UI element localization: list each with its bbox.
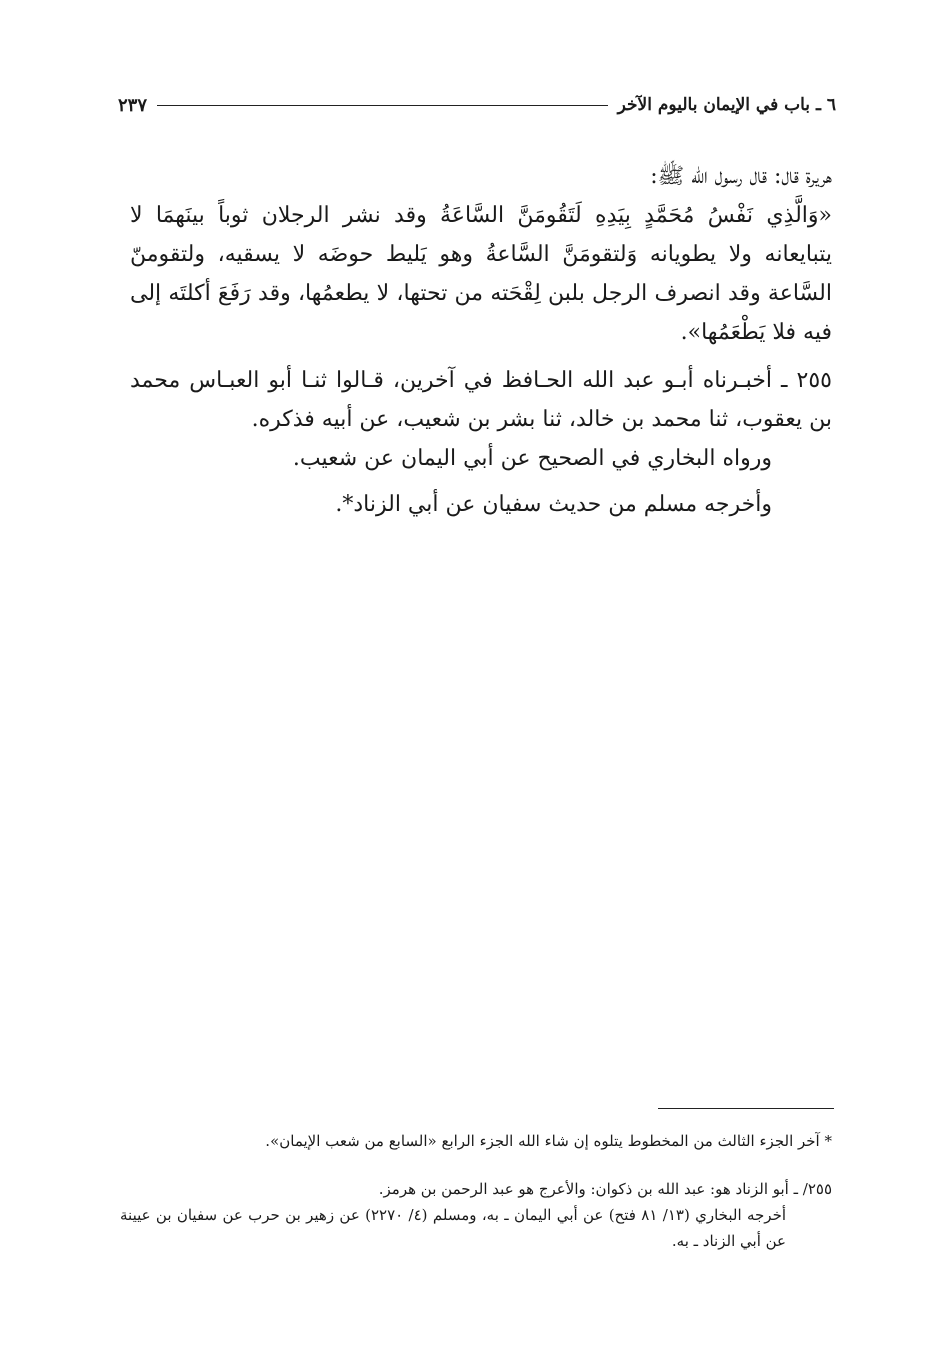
intro-line: هريرة قال: قال رسول الله ﷺ:: [650, 164, 832, 189]
paragraph-255: ٢٥٥ ـ أخبـرناه أبـو عبد الله الحـافظ في آخرين، قـالوا ثنـا أبو العبـاس محمد بن يعقوب، ثنا محمد بن خالد، ثنا بشر بن شعيب، عن أبيه فذكره.: [130, 368, 832, 432]
bukhari-line: ورواه البخاري في الصحيح عن أبي اليمان عن شعيب.: [292, 446, 772, 471]
footnotes: [120, 1128, 832, 1254]
footnote-255-a: ٢٥٥/ ـ أبو الزناد هو: عبد الله بن ذكوان: والأعرج هو عبد الرحمن بن هرمز.: [378, 1180, 832, 1198]
footnote-rule: [658, 1108, 834, 1109]
muslim-line: وأخرجه مسلم من حديث سفيان عن أبي الزناد*.: [335, 492, 772, 517]
header-rule: [157, 105, 608, 106]
footnote-255-b: أخرجه البخاري (١٣/ ٨١ فتح) عن أبي اليمان ـ به، ومسلم (٤/ ٢٢٧٠) عن زهير بن حرب عن سفيان بن عيينة عن أبي الزناد ـ به.: [120, 1206, 787, 1250]
footnote-star: * آخر الجزء الثالث من المخطوط يتلوه إن شاء الله الجزء الرابع «السابع من شعب الإيمان».: [265, 1132, 832, 1150]
page-number: ٢٣٧: [118, 94, 148, 116]
running-header: [118, 90, 836, 120]
main-text: [130, 157, 832, 524]
hadith-paragraph: «وَالَّذِي نَفْسُ مُحَمَّدٍ بِيَدِهِ لَتَقُومَنَّ السَّاعَةُ وقد نشر الرجلان ثوباً بينَهمَا لا يتبايعانه ولا يطويانه وَلتقومَنَّ السَّاعةُ وهو يَليط حوضَه لا يسقيه، ولتقومنّ السَّاعة وقد انصرف الرجل بلبن لِقْحَته من تحتها، لا يطعمُها، وقد رَفَعَ أكلتَه إلى فيه فلا يَطْعَمُها».: [130, 203, 832, 345]
chapter-title: ٦ ـ باب في الإيمان باليوم الآخر: [617, 95, 836, 115]
